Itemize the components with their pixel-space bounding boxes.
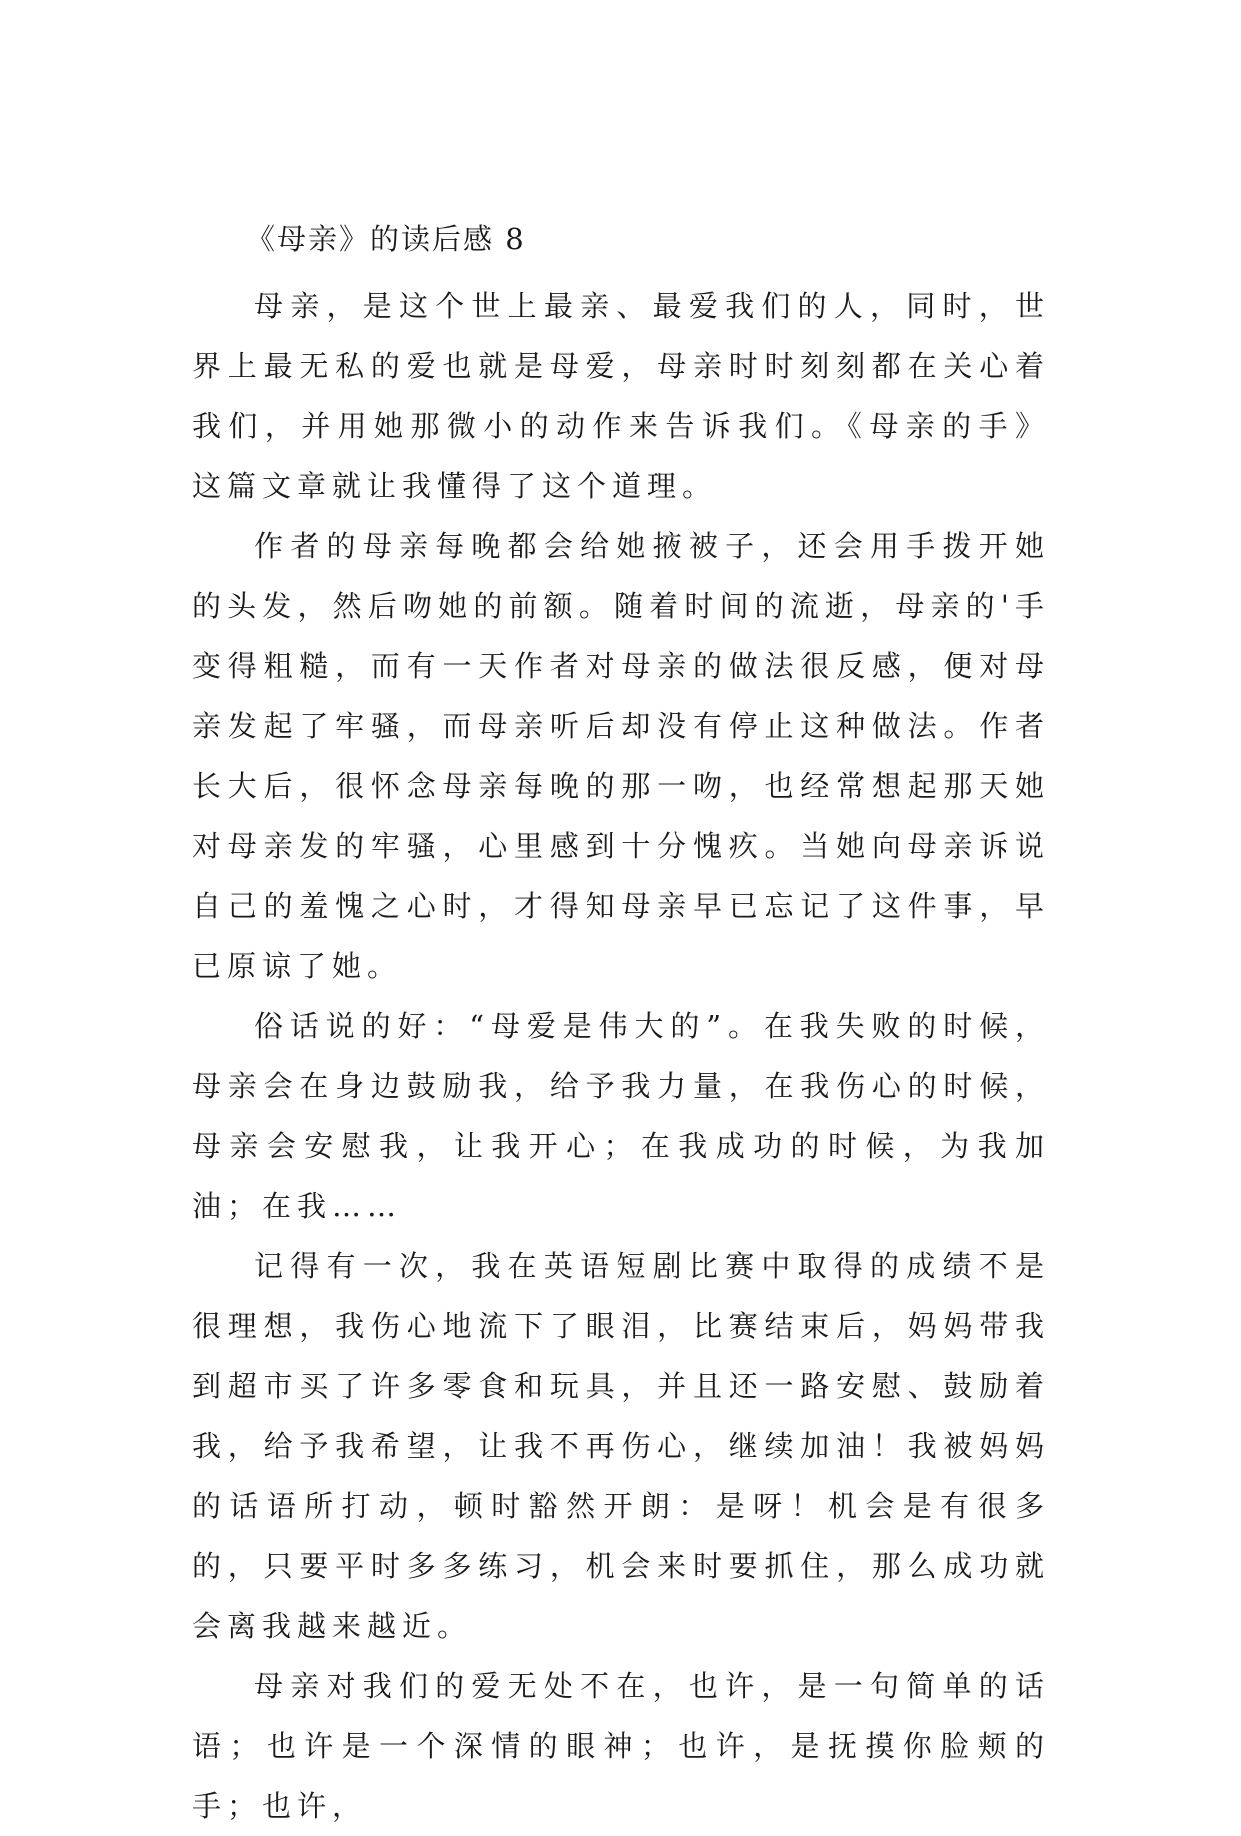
document-title: 《母亲》的读后感 8 xyxy=(246,222,526,256)
paragraph-1: 母亲，是这个世上最亲、最爱我们的人，同时，世界上最无私的爱也就是母爱，母亲时时刻刻都在关心着我们，并用她那微小的动作来告诉我们。《母亲的手》这篇文章就让我懂得了这个道理。 xyxy=(192,289,1050,503)
paragraph-4: 记得有一次，我在英语短剧比赛中取得的成绩不是很理想，我伤心地流下了眼泪，比赛结束后，妈妈带我到超市买了许多零食和玩具，并且还一路安慰、鼓励着我，给予我希望，让我不再伤心，继续加油！我被妈妈的话语所打动，顿时豁然开朗：是呀！机会是有很多的，只要平时多多练习，机会来时要抓住，那么成功就会离我越来越近。 xyxy=(192,1249,1050,1643)
paragraph-2: 作者的母亲每晚都会给她掖被子，还会用手拨开她的头发，然后吻她的前额。随着时间的流逝，母亲的'手变得粗糙，而有一天作者对母亲的做法很反感，便对母亲发起了牢骚，而母亲听后却没有停止这种做法。作者长大后，很怀念母亲每晚的那一吻，也经常想起那天她对母亲发的牢骚，心里感到十分愧疚。当她向母亲诉说自己的羞愧之心时，才得知母亲早已忘记了这件事，早已原谅了她。 xyxy=(192,529,1050,983)
paragraph-3: 俗话说的好：“母爱是伟大的”。在我失败的时候，母亲会在身边鼓励我，给予我力量，在我伤心的时候，母亲会安慰我，让我开心；在我成功的时候，为我加油；在我…… xyxy=(192,1009,1050,1223)
paragraph-5: 母亲对我们的爱无处不在，也许，是一句简单的话语；也许是一个深情的眼神；也许，是抚摸你脸颊的手；也许， xyxy=(192,1669,1050,1823)
document-page xyxy=(192,218,1050,1836)
